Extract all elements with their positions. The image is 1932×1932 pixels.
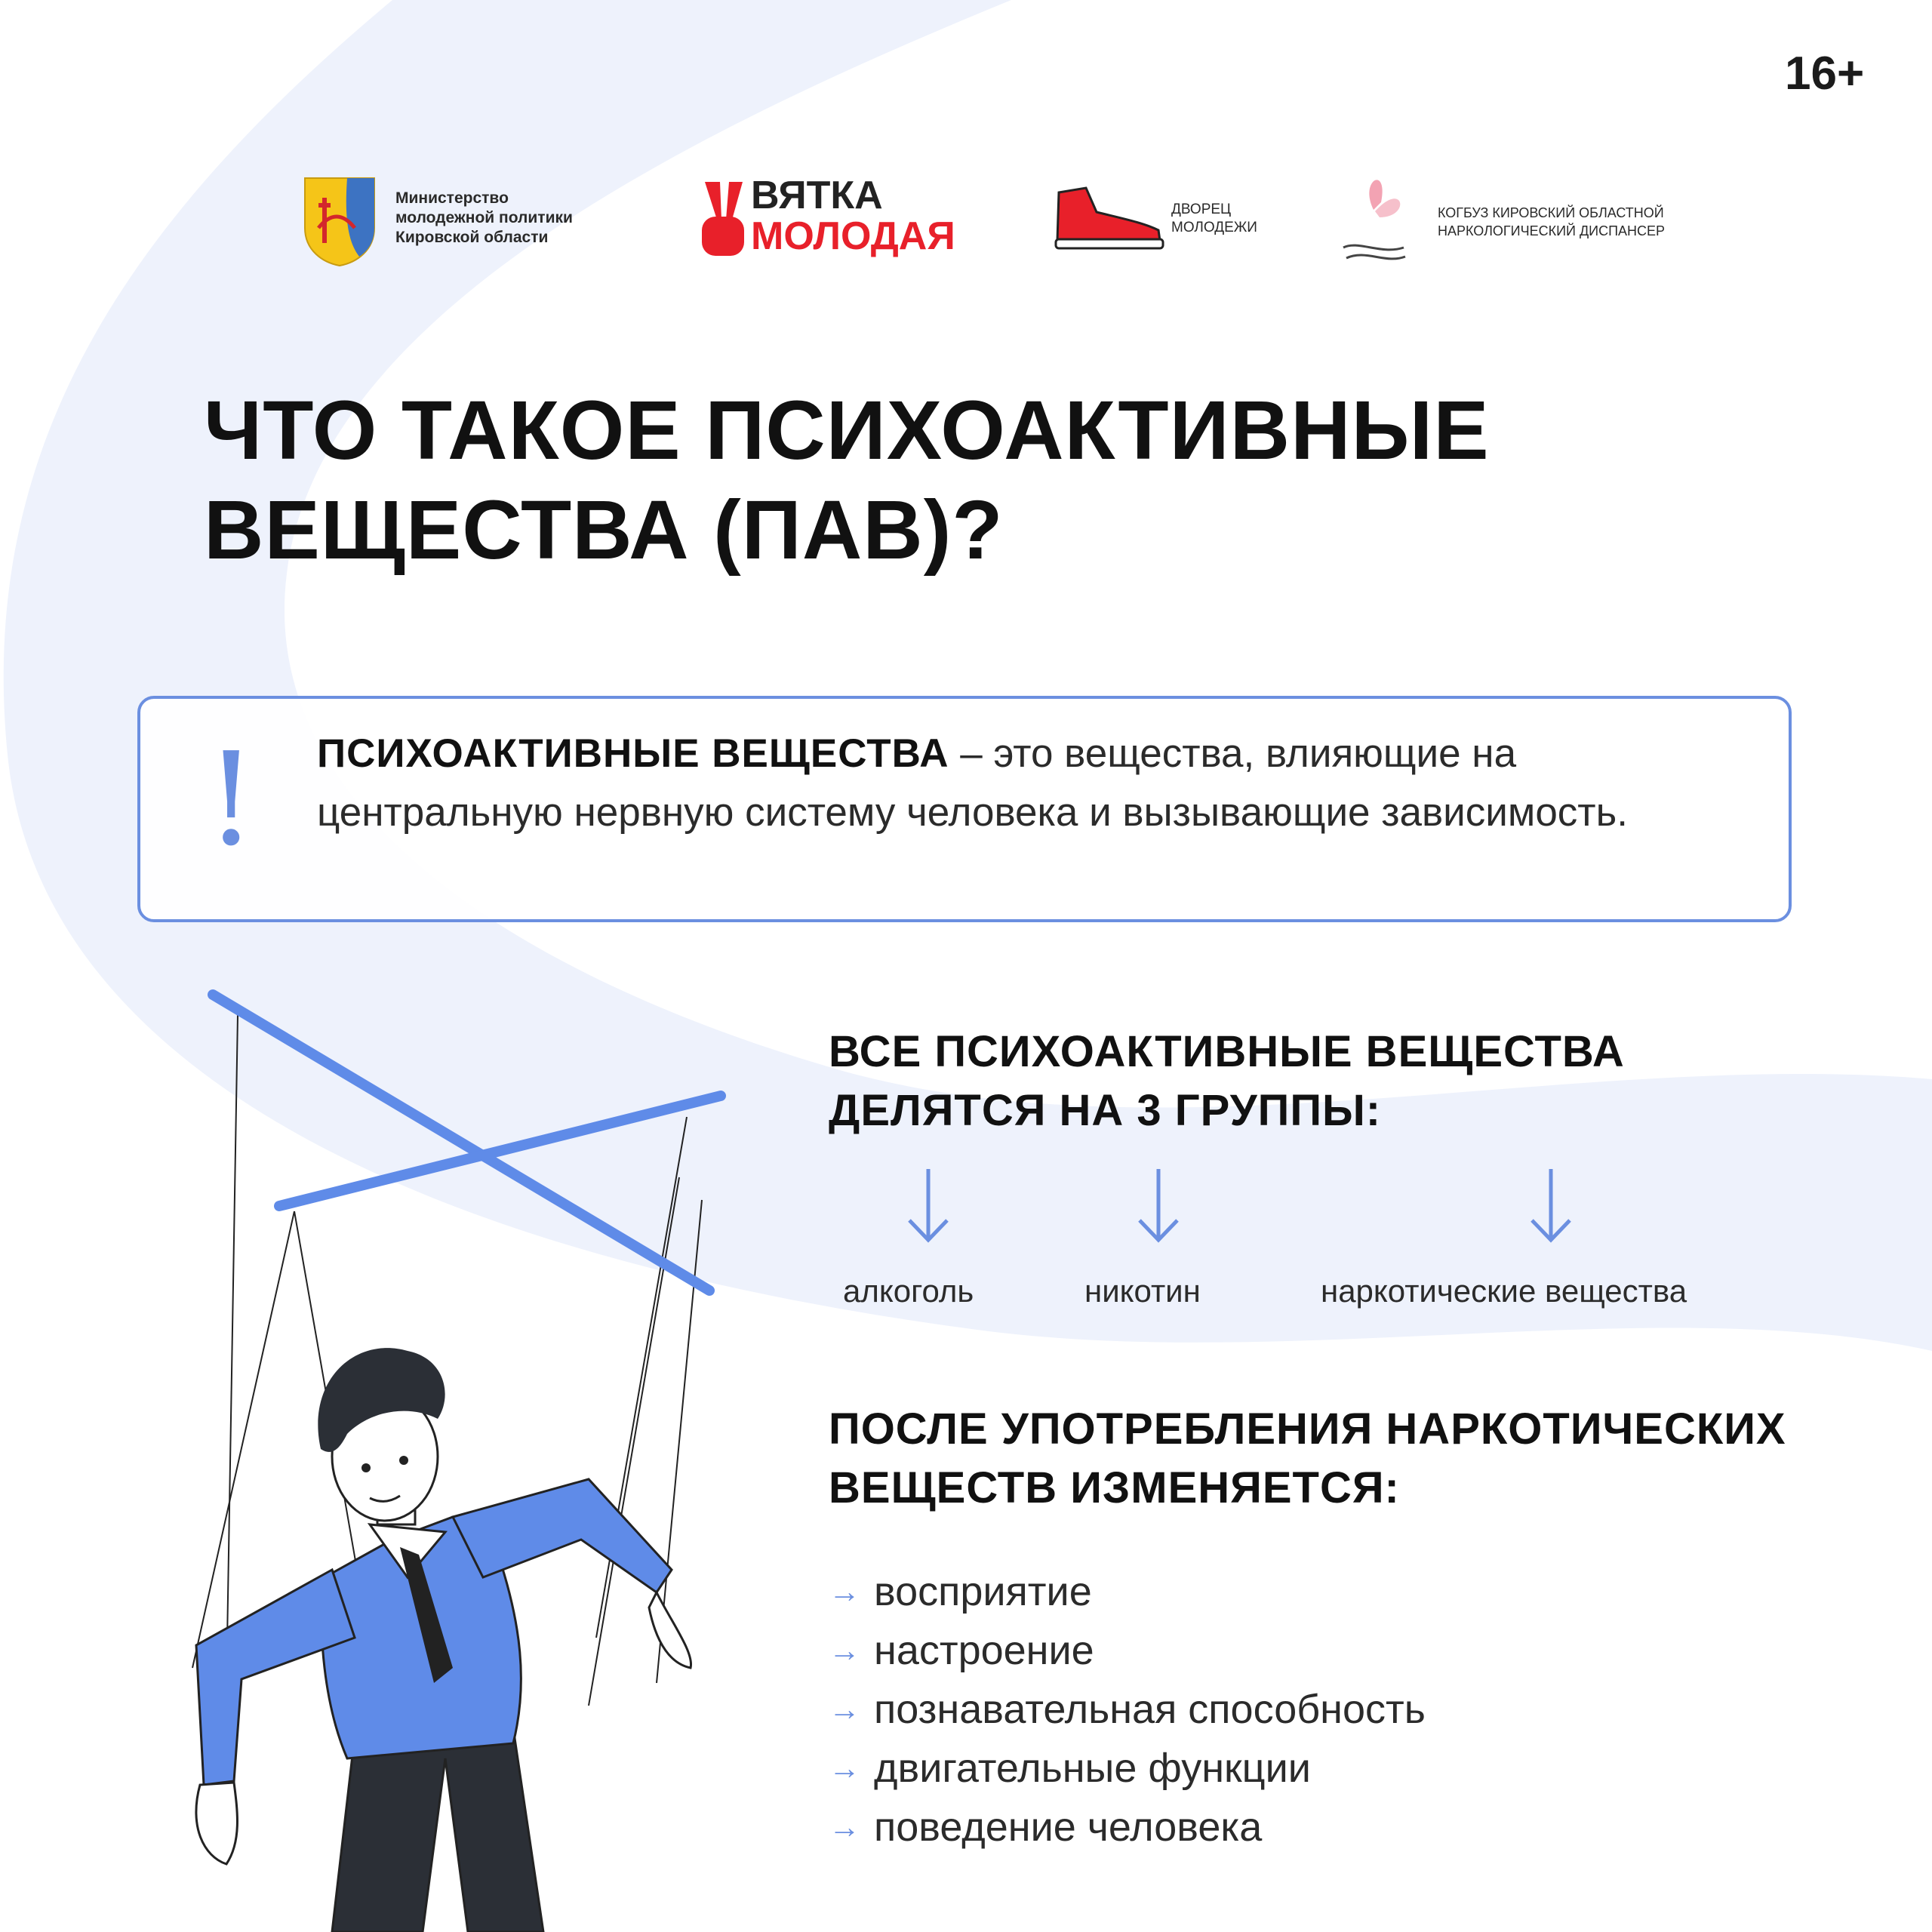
list-item: → познавательная способность xyxy=(829,1687,1426,1732)
butterfly-hand-icon xyxy=(1336,165,1411,270)
definition-body: – это вещества, влияющие на центральную нервную систему человека и вызывающие зависимость. xyxy=(317,731,1628,835)
list-item: → настроение xyxy=(829,1628,1094,1673)
list-item: → восприятие xyxy=(829,1569,1092,1614)
arrow-down-icon xyxy=(1132,1166,1185,1249)
list-item: → двигательные функции xyxy=(829,1746,1311,1791)
arrow-right-icon: → xyxy=(829,1632,860,1668)
arrow-right-icon: → xyxy=(829,1809,860,1844)
ministry-logo xyxy=(302,175,377,267)
arrow-down-icon xyxy=(1524,1166,1577,1249)
definition-text xyxy=(317,724,1766,842)
arrow-right-icon: → xyxy=(829,1691,860,1727)
puppet-illustration xyxy=(174,974,762,1932)
group-item-narcotics: наркотические вещества xyxy=(1321,1273,1687,1309)
sneaker-icon xyxy=(1053,185,1166,251)
exclamation-icon: ! xyxy=(205,725,257,875)
page-title: ЧТО ТАКОЕ ПСИХОАКТИВНЫЕ ВЕЩЕСТВА (ПАВ)? xyxy=(204,384,1490,577)
palace-logo-text: ДВОРЕЦ МОЛОДЕЖИ xyxy=(1171,202,1257,235)
arrow-down-icon xyxy=(902,1166,955,1249)
narco-logo-text: КОГБУЗ КИРОВСКИЙ ОБЛАСТНОЙ НАРКОЛОГИЧЕСКИЙ ДИСПАНСЕР xyxy=(1438,205,1666,238)
age-rating: 16+ xyxy=(1785,48,1865,100)
arrow-right-icon: → xyxy=(829,1750,860,1786)
groups-heading: ВСЕ ПСИХОАКТИВНЫЕ ВЕЩЕСТВА ДЕЛЯТСЯ НА 3 ГРУППЫ: xyxy=(829,1027,1625,1135)
arrow-right-icon: → xyxy=(829,1574,860,1609)
definition-term: ПСИХОАКТИВНЫЕ ВЕЩЕСТВА xyxy=(317,731,949,776)
coat-of-arms-icon xyxy=(302,175,377,267)
narco-logo xyxy=(1336,165,1411,270)
palace-logo xyxy=(1053,185,1166,251)
effects-heading: ПОСЛЕ УПОТРЕБЛЕНИЯ НАРКОТИЧЕСКИХ ВЕЩЕСТВ ИЗМЕНЯЕТСЯ: xyxy=(829,1404,1786,1512)
ministry-logo-text: Министерство молодежной политики Кировской области xyxy=(395,189,573,246)
vyatka-logo-text: ВЯТКА МОЛОДАЯ xyxy=(751,174,955,258)
victory-hand-icon xyxy=(694,177,755,260)
effects-list xyxy=(829,1562,1426,1857)
list-item: → поведение человека xyxy=(829,1804,1263,1850)
vyatka-logo xyxy=(694,177,755,260)
group-item-alcohol: алкоголь xyxy=(843,1273,974,1309)
group-item-nicotine: никотин xyxy=(1084,1273,1201,1309)
